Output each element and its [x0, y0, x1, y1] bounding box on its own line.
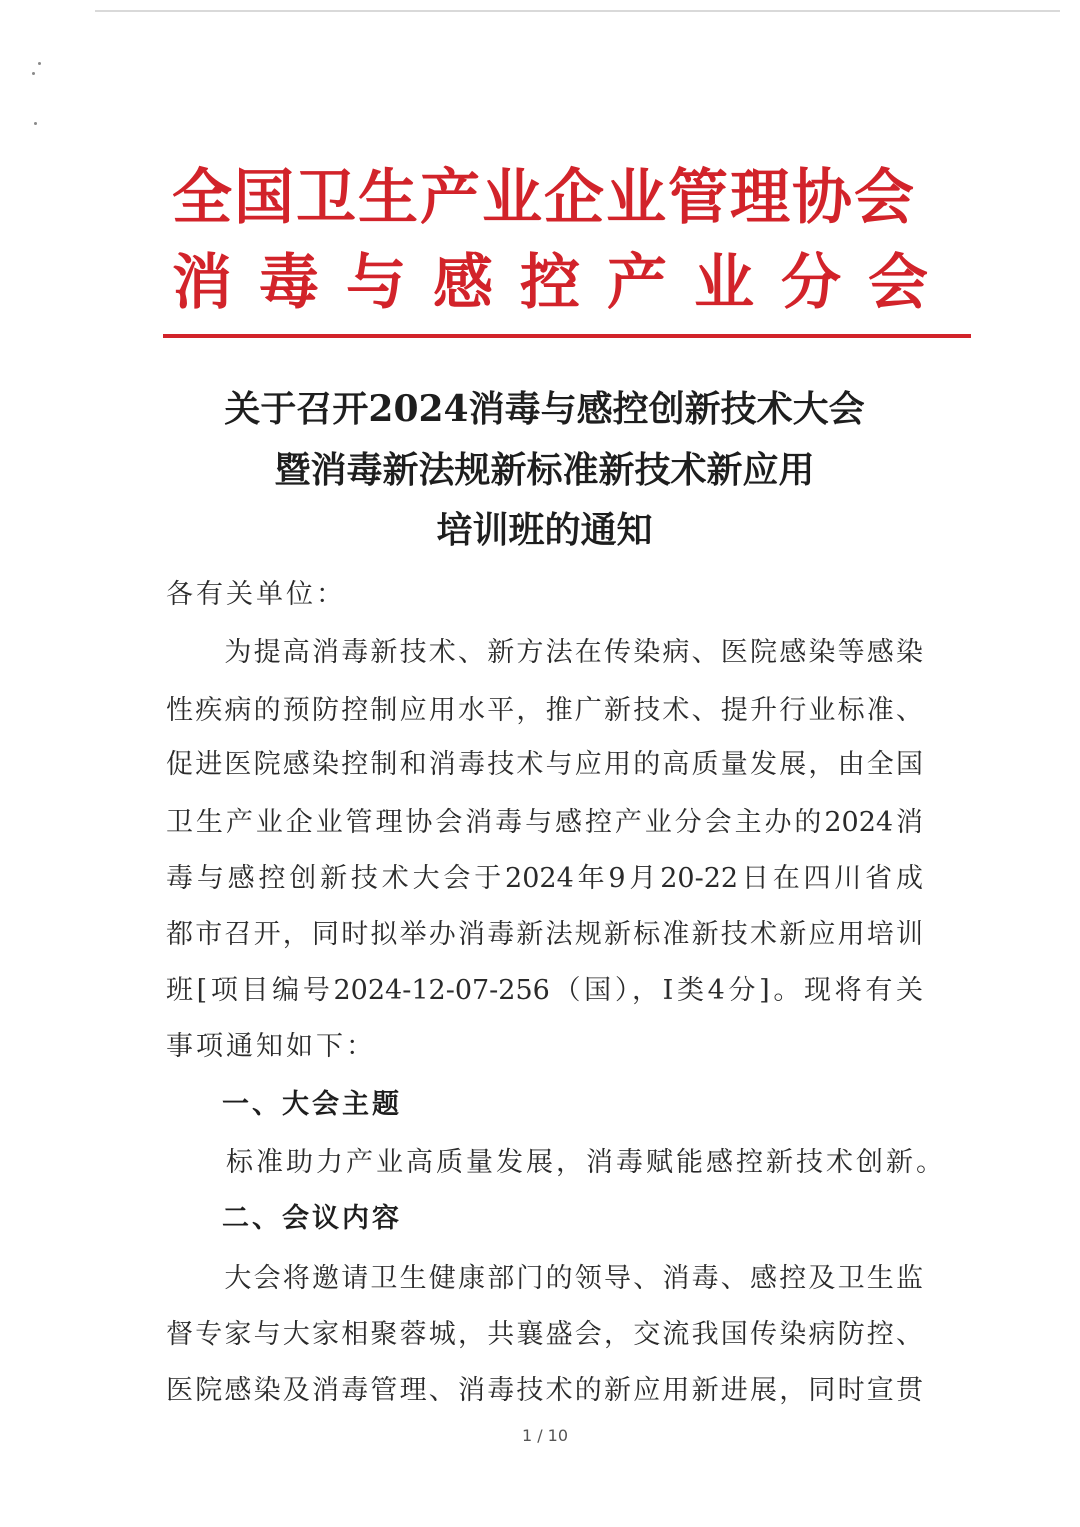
- section-theme-text: 标准助力产业高质量发展，消毒赋能感控新技术创新。: [166, 1147, 946, 1178]
- intro-paragraph-line: 性疾病的预防控制应用水平，推广新技术、提升行业标准、: [166, 695, 923, 726]
- section-heading-theme: 一、大会主题: [222, 1089, 402, 1120]
- content-paragraph-line: 督专家与大家相聚蓉城，共襄盛会，交流我国传染病防控、: [166, 1319, 923, 1350]
- scan-speck: [32, 72, 35, 75]
- salutation: 各有关单位：: [166, 579, 346, 610]
- scan-speck: [38, 62, 41, 65]
- notice-title-line-2: 暨消毒新法规新标准新技术新应用: [274, 449, 815, 491]
- letterhead-branch-name: 消毒与感控产业分会: [172, 248, 955, 318]
- content-paragraph-line: 医院感染及消毒管理、消毒技术的新应用新进展，同时宣贯: [166, 1375, 923, 1406]
- scan-top-rule: [95, 10, 1060, 12]
- intro-paragraph-line: 为提高消毒新技术、新方法在传染病、医院感染等感染: [166, 637, 923, 668]
- intro-paragraph-line: 班[项目编号2024-12-07-256（国），Ⅰ类4分]。现将有关: [166, 975, 923, 1006]
- letterhead-org-name: 全国卫生产业企业管理协会: [172, 163, 916, 233]
- scan-speck: [34, 122, 37, 125]
- intro-paragraph-line: 都市召开，同时拟举办消毒新法规新标准新技术新应用培训: [166, 919, 923, 950]
- notice-title-line-3: 培训班的通知: [436, 509, 653, 551]
- letterhead-red-divider: [163, 334, 971, 338]
- intro-paragraph-line: 毒与感控创新技术大会于2024年9月20-22日在四川省成: [166, 863, 923, 894]
- content-paragraph-line: 大会将邀请卫生健康部门的领导、消毒、感控及卫生监: [166, 1263, 923, 1294]
- notice-title-line-1: 关于召开2024消毒与感控创新技术大会: [224, 388, 865, 430]
- intro-paragraph-line: 事项通知如下：: [166, 1031, 376, 1062]
- section-heading-content: 二、会议内容: [222, 1203, 402, 1234]
- intro-paragraph-line: 促进医院感染控制和消毒技术与应用的高质量发展，由全国: [166, 749, 923, 780]
- intro-paragraph-line: 卫生产业企业管理协会消毒与感控产业分会主办的2024消: [166, 807, 923, 838]
- page-number: 1 / 10: [521, 1426, 569, 1445]
